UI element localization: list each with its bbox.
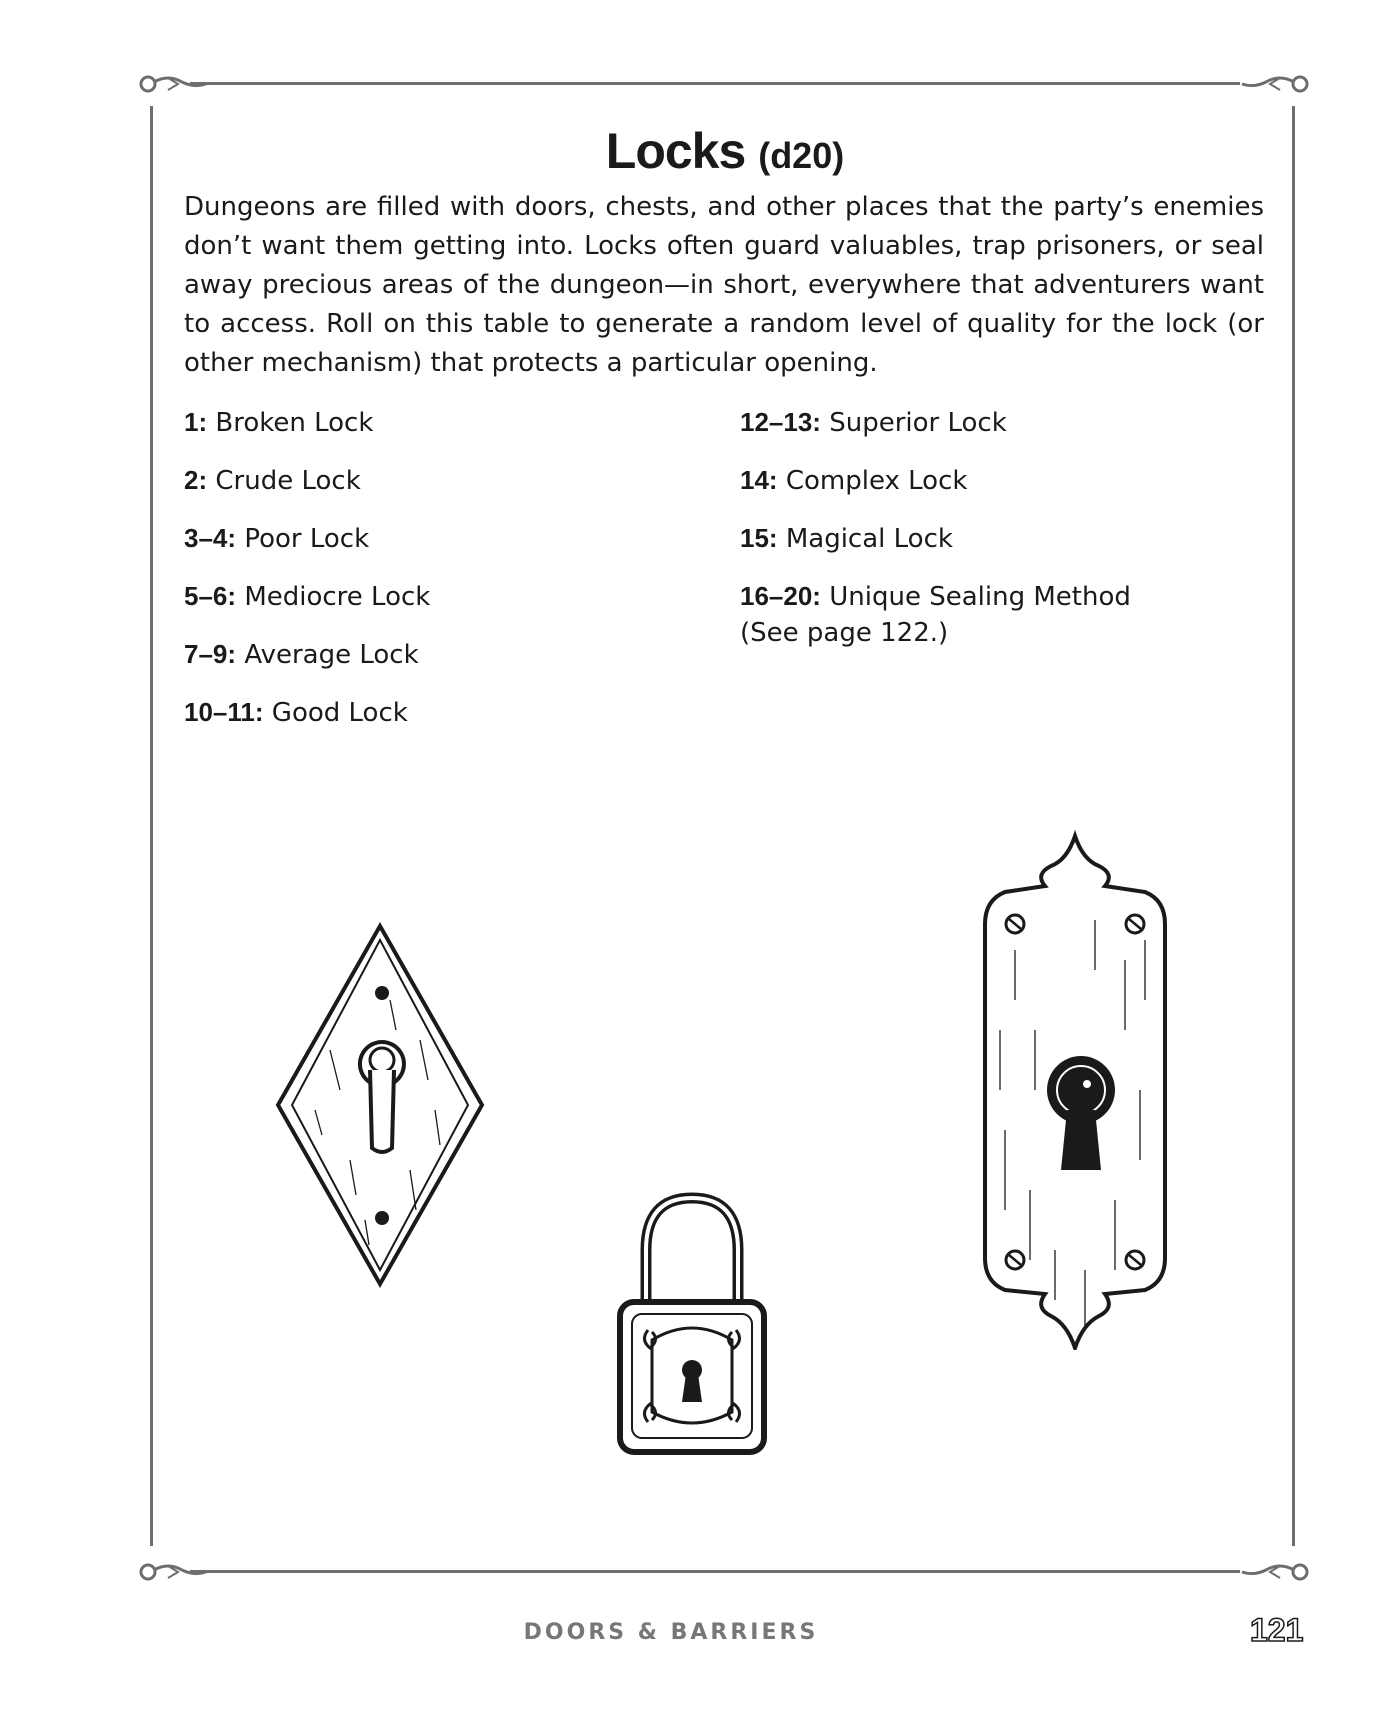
roll-table-right-column	[740, 404, 1260, 651]
long-keyhole-plate-icon	[975, 830, 1175, 1350]
padlock-icon	[612, 1190, 772, 1460]
table-row	[740, 520, 1260, 557]
roll-range: 5–6:	[184, 581, 237, 611]
roll-result: Poor Lock	[244, 524, 370, 554]
corner-ornament-icon	[138, 1558, 208, 1588]
table-row	[740, 462, 1260, 499]
table-row	[184, 636, 704, 673]
table-row	[184, 578, 704, 615]
corner-ornament-icon	[1240, 1558, 1310, 1588]
roll-range: 12–13:	[740, 407, 821, 437]
corner-ornament-icon	[138, 70, 208, 100]
roll-range: 3–4:	[184, 523, 237, 553]
page-title	[190, 122, 1260, 180]
roll-result: Average Lock	[244, 640, 419, 670]
roll-result: Magical Lock	[785, 524, 953, 554]
roll-range: 1:	[184, 407, 208, 437]
page-number: 121	[1250, 1612, 1304, 1648]
table-row	[740, 578, 1260, 651]
roll-result: Superior Lock	[829, 408, 1007, 438]
roll-table-left-column	[184, 404, 704, 752]
roll-result: Good Lock	[271, 698, 408, 728]
roll-range: 15:	[740, 523, 778, 553]
table-row	[184, 520, 704, 557]
roll-result: Mediocre Lock	[244, 582, 431, 612]
roll-range: 10–11:	[184, 697, 264, 727]
frame-right-border	[1292, 106, 1295, 1546]
title-die: (d20)	[758, 135, 845, 176]
running-footer: DOORS & BARRIERS	[523, 1620, 819, 1645]
roll-range: 14:	[740, 465, 778, 495]
frame-top-border	[190, 82, 1240, 85]
roll-range: 7–9:	[184, 639, 237, 669]
roll-result: Broken Lock	[215, 408, 374, 438]
table-row	[184, 462, 704, 499]
intro-paragraph: Dungeons are filled with doors, chests, and other places that the party’s enemies don’t want them getting into. Locks often guard valuables, trap prisoners, or seal away precious areas of the dungeon—in short, everywhere that adventurers want to access. Roll on this table to generate a random level of quality for the lock (or other mechanism) that protects a particular opening.	[184, 192, 1264, 378]
diamond-keyhole-plate-icon	[270, 920, 490, 1290]
table-row	[740, 404, 1260, 441]
roll-range: 16–20:	[740, 581, 821, 611]
cross-reference-note: (See page 122.)	[740, 618, 949, 648]
corner-ornament-icon	[1240, 70, 1310, 100]
roll-result: Complex Lock	[785, 466, 968, 496]
frame-left-border	[150, 106, 153, 1546]
frame-bottom-border	[190, 1570, 1240, 1573]
table-row	[184, 404, 704, 441]
roll-result: Crude Lock	[215, 466, 361, 496]
roll-result: Unique Sealing Method	[829, 582, 1131, 612]
roll-range: 2:	[184, 465, 208, 495]
table-row	[184, 694, 704, 731]
title-main: Locks	[605, 123, 746, 179]
